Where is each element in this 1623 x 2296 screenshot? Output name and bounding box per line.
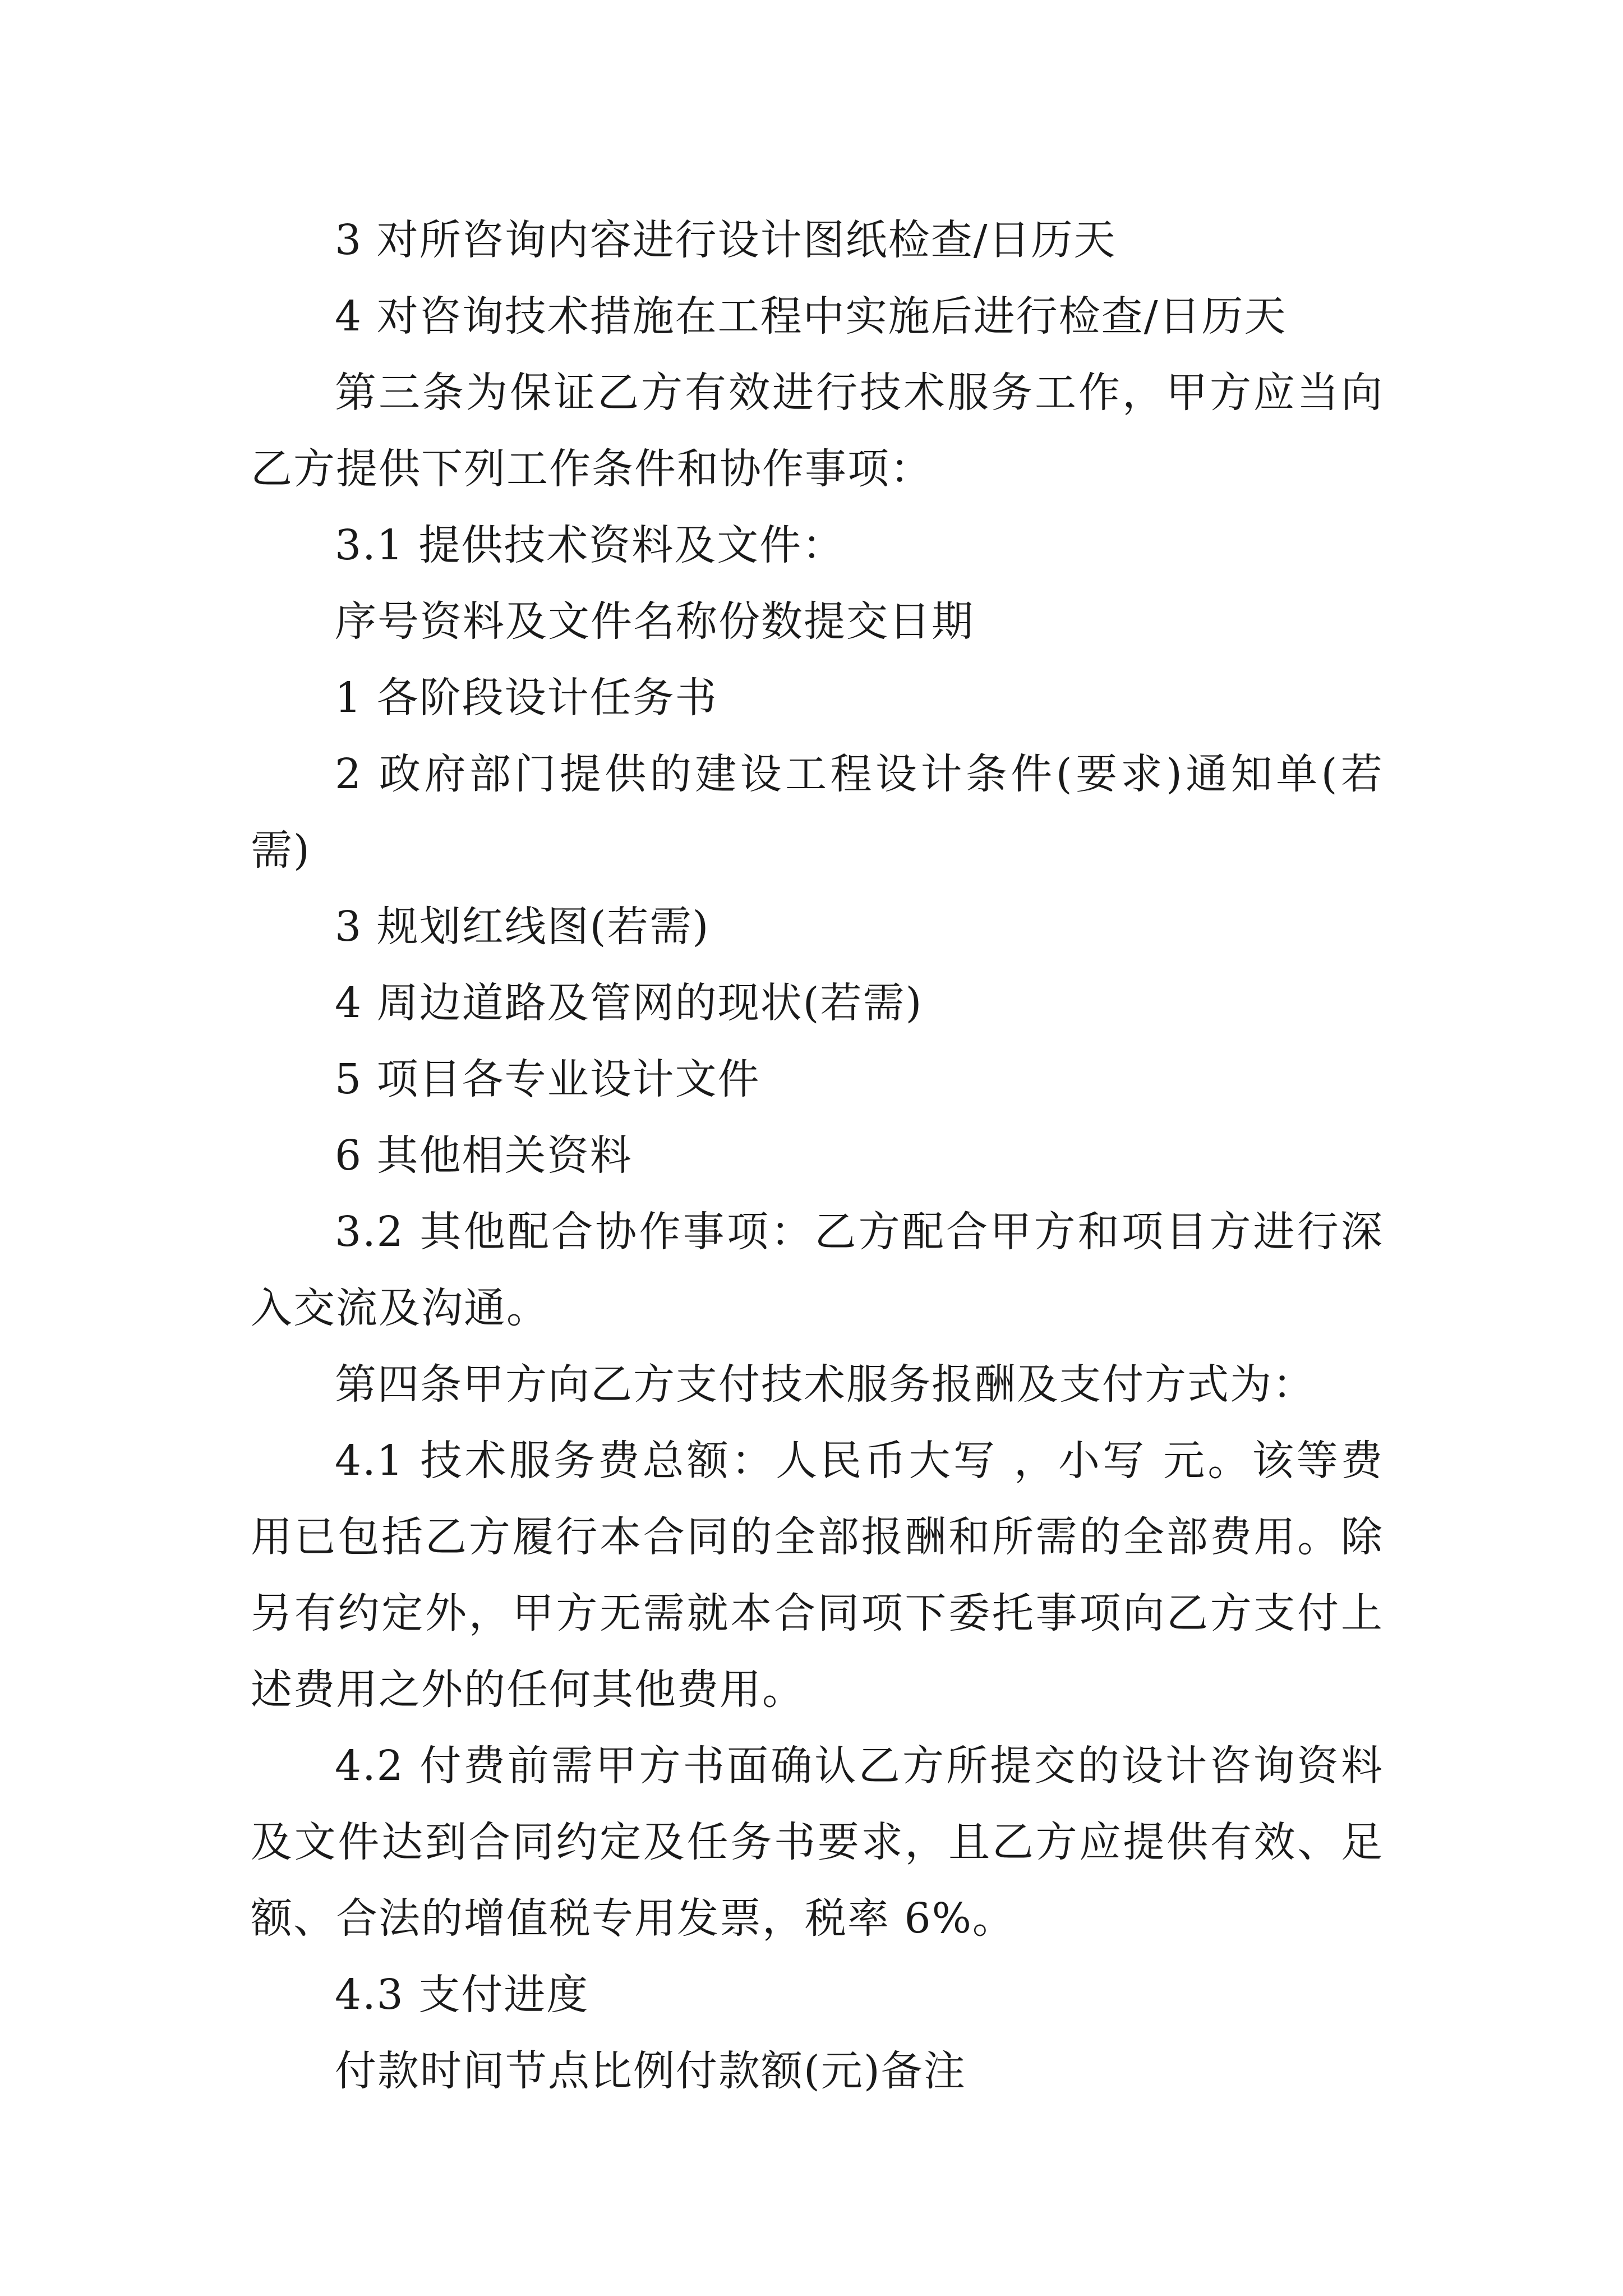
paragraph-4-1-fee-total: 4.1 技术服务费总额：人民币大写 ，小写 元。该等费用已包括乙方履行本合同的全部报酬和所需的全部费用。除另有约定外，甲方无需就本合同项下委托事项向乙方支付上述费用之外的任何其他费用。	[251, 1437, 1384, 1714]
paragraph-article-4: 第四条甲方向乙方支付技术服务报酬及支付方式为：	[335, 1360, 1315, 1409]
paragraph-4-3-schedule: 4.3 支付进度	[335, 1971, 589, 2019]
paragraph-item-3-drawing-check: 3 对所咨询内容进行设计图纸检查/日历天	[335, 216, 1117, 264]
list-item-3-redline-map: 3 规划红线图(若需)	[335, 903, 710, 951]
paragraph-item-4-implementation-check: 4 对咨询技术措施在工程中实施后进行检查/日历天	[335, 292, 1287, 341]
list-item-5-design-files: 5 项目各专业设计文件	[335, 1055, 760, 1103]
table-header-payment: 付款时间节点比例付款额(元)备注	[335, 2047, 966, 2095]
list-item-2-government-notice: 2 政府部门提供的建设工程设计条件(要求)通知单(若需)	[251, 750, 1384, 875]
paragraph-4-2-invoice: 4.2 付费前需甲方书面确认乙方所提交的设计咨询资料及文件达到合同约定及任务书要求，且乙方应提供有效、足额、合法的增值税专用发票，税率 6%。	[251, 1742, 1384, 1943]
document-body	[251, 202, 1384, 2109]
paragraph-3-2-cooperation: 3.2 其他配合协作事项：乙方配合甲方和项目方进行深入交流及沟通。	[251, 1208, 1384, 1332]
table-header-materials: 序号资料及文件名称份数提交日期	[335, 597, 974, 646]
list-item-1-task-book: 1 各阶段设计任务书	[335, 674, 718, 722]
list-item-6-other-materials: 6 其他相关资料	[335, 1131, 633, 1180]
list-item-4-roads-pipelines: 4 周边道路及管网的现状(若需)	[335, 979, 923, 1027]
paragraph-3-1-heading: 3.1 提供技术资料及文件：	[335, 521, 845, 569]
paragraph-article-3: 第三条为保证乙方有效进行技术服务工作，甲方应当向乙方提供下列工作条件和协作事项：	[251, 369, 1384, 493]
